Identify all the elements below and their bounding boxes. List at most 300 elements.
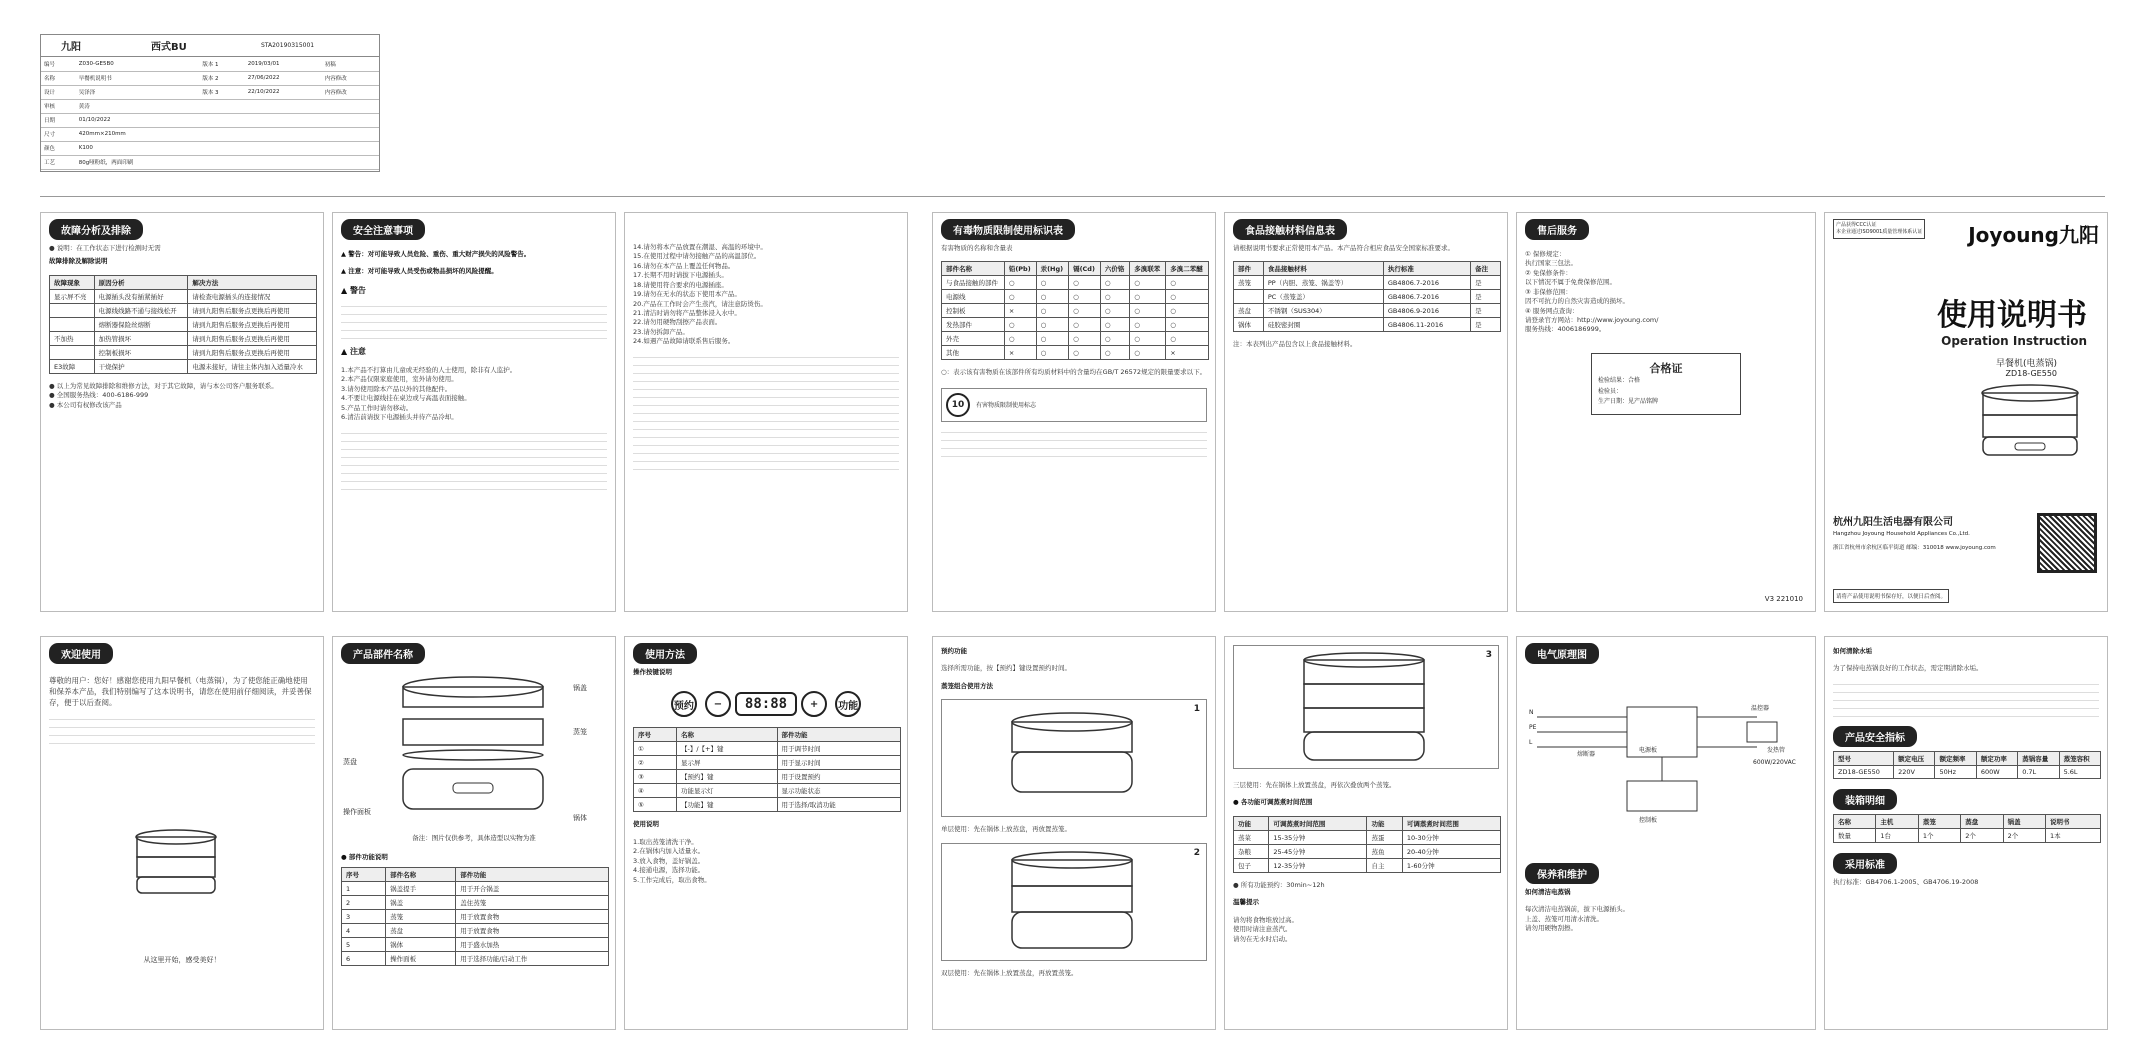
- table-row: [50, 359, 317, 373]
- table-cell: 锅盖提手: [386, 882, 456, 896]
- table-cell: 加热管损坏: [94, 331, 188, 345]
- step: 3.放入食物，盖好锅盖。: [633, 856, 705, 865]
- panel-tag: 故障分析及排除: [49, 219, 143, 240]
- table-cell: ○: [1166, 332, 1209, 346]
- table-header-cell: 名称: [1834, 814, 1876, 828]
- table-header-cell: 可调蒸煮时间范围: [1402, 816, 1500, 830]
- table-cell: 10-30分钟: [1402, 830, 1500, 844]
- table-cell: ○: [1069, 332, 1101, 346]
- panel-tag: 欢迎使用: [49, 643, 113, 664]
- table-cell: 0.7L: [2018, 765, 2059, 778]
- table-row: [634, 742, 901, 756]
- table-row: [41, 71, 379, 85]
- table-cell: 干烧保护: [94, 359, 188, 373]
- table-cell: 审核: [41, 99, 76, 113]
- table-cell: ○: [1036, 318, 1068, 332]
- step: 5.工作完成后，取出食物。: [633, 875, 711, 884]
- note-line: ● 全国服务热线：400-6186-999: [49, 391, 149, 400]
- company-cn: 杭州九阳生活电器有限公司: [1833, 517, 1953, 528]
- table-cell: 锅盖: [386, 896, 456, 910]
- table-cell: 内容修改: [322, 85, 379, 99]
- table-cell: 25-45分钟: [1269, 844, 1367, 858]
- panel-tag: 使用方法: [633, 643, 697, 664]
- table-cell: 吴泽泽: [76, 85, 200, 99]
- circuit-diagram: [1527, 677, 1807, 827]
- cert-line: 检验结果：合格: [1598, 376, 1641, 384]
- caption-2: 双层使用：先在锅体上放置蒸盘，再放置蒸笼。: [941, 968, 1078, 977]
- table-cell: [322, 141, 379, 155]
- table-cell: 蒸笼: [386, 910, 456, 924]
- table-cell: 6: [342, 952, 386, 966]
- table-cell: 220V: [1894, 765, 1935, 778]
- safety-item: 3.请勿使用除本产品以外的其他配件。: [341, 384, 452, 393]
- table-row: [634, 784, 901, 798]
- table-row: [41, 127, 379, 141]
- table-cell: 熔断器保险丝熔断: [94, 317, 188, 331]
- table-cell: 20-40分钟: [1402, 844, 1500, 858]
- cert-lines: [1598, 376, 1734, 408]
- diagram-num: 1: [1193, 704, 1200, 715]
- table-row: [1234, 304, 1501, 318]
- safety-item: 5.产品工作时请勿移动。: [341, 403, 413, 412]
- table-header-cell: 蒸笼: [1918, 814, 1960, 828]
- panel-parts: [332, 636, 616, 1030]
- diagram-3: [1233, 645, 1499, 769]
- table-header-cell: 序号: [634, 728, 677, 742]
- service-item: ② 免保修条件：: [1525, 268, 1572, 277]
- table-cell: 外壳: [942, 332, 1005, 346]
- table-header-cell: 镉(Cd): [1069, 262, 1101, 276]
- table-header-cell: 名称: [676, 728, 777, 742]
- table-header-cell: 部件名称: [386, 868, 456, 882]
- table-cell: 蒸鱼: [1367, 844, 1402, 858]
- table-row: [634, 770, 901, 784]
- table-header-cell: 额定频率: [1935, 751, 1976, 765]
- table-cell: [199, 141, 244, 155]
- table-cell: 电源未接好，请往主体内加入适量冷水: [188, 359, 317, 373]
- table-cell: 版本 3: [199, 85, 244, 99]
- brand-logo: Joyoung九阳: [1968, 223, 2099, 247]
- table-cell: 用于选择/取消功能: [777, 798, 900, 812]
- text-lines: [341, 429, 607, 490]
- table-cell: [199, 113, 244, 127]
- circuit-label: 熔断器: [1577, 751, 1596, 758]
- table-header-cell: 主机: [1876, 814, 1918, 828]
- table-cell: 用于开合锅盖: [456, 882, 609, 896]
- table-cell: 黄涛: [76, 99, 200, 113]
- table-header-cell: 执行标准: [1383, 262, 1470, 276]
- note: 注：本表列出产品包含以上食品接触材料。: [1233, 340, 1357, 349]
- table-cell: 用于调节时间: [777, 742, 900, 756]
- table-row: [342, 938, 609, 952]
- table-cell: 数量: [1834, 828, 1876, 842]
- spec-header-box: [40, 34, 380, 172]
- tips: [1225, 912, 1507, 948]
- table-row: [342, 952, 609, 966]
- table-cell: 请到九阳售后服务点更换后再使用: [188, 303, 317, 317]
- table-cell: 其他: [942, 346, 1005, 360]
- table-cell: 12-35分钟: [1269, 858, 1367, 872]
- table-cell: 【预约】键: [676, 770, 777, 784]
- table-row: [1234, 290, 1501, 304]
- part-label: 蒸盘: [343, 758, 357, 766]
- table-cell: 不加热: [50, 331, 95, 345]
- plus-button: +: [801, 691, 827, 717]
- panel-combos: [932, 636, 1216, 1030]
- panel-usage: [624, 636, 908, 1030]
- caption-1: 单层使用：先在锅体上放蒸盘，再放置蒸笼。: [941, 825, 1071, 834]
- table-cell: 50Hz: [1935, 765, 1976, 778]
- std: 执行标准：GB4706.1-2005、GB4706.19-2008: [1833, 877, 1979, 886]
- tag-pack: 装箱明细: [1833, 789, 1897, 810]
- table-cell: 15-35分钟: [1269, 830, 1367, 844]
- panel-hazardous: [932, 212, 1216, 612]
- table-cell: 锅体: [386, 938, 456, 952]
- version: V3 221010: [1764, 595, 1803, 603]
- recycle-icon: 10: [946, 393, 970, 417]
- panel-troubleshooting: [40, 212, 324, 612]
- table-cell: 4: [342, 924, 386, 938]
- table-cell: 颜色: [41, 141, 76, 155]
- intro-text: ● 说明：在工作状态下进行检测时无需: [49, 244, 161, 252]
- safety-item: 17.长期不用时请拔下电源插头。: [633, 271, 728, 280]
- sub: 如何清除水垢: [1833, 647, 1872, 655]
- table-header-cell: 额定电压: [1894, 751, 1935, 765]
- table-cell: 盖住蒸笼: [456, 896, 609, 910]
- cert-line: 检验员：: [1598, 387, 1623, 395]
- table-cell: ○: [1130, 346, 1166, 360]
- table-cell: 请到九阳售后服务点更换后再使用: [188, 345, 317, 359]
- subtitle: 故障排除及解除说明: [49, 257, 108, 266]
- sub: 操作按键说明: [633, 668, 672, 676]
- step: 2.在锅体内加入适量水。: [633, 847, 705, 856]
- table-cell: 420mm×210mm: [76, 127, 200, 141]
- step: 4.接通电源，选择功能。: [633, 866, 705, 875]
- safety-item: 2.本产品仅限家庭使用，室外请勿使用。: [341, 375, 458, 384]
- table-cell: 请检查电源插头的连接情况: [188, 289, 317, 303]
- table-cell: 电源线线路不通与接线松开: [94, 303, 188, 317]
- table-cell: 发热部件: [942, 318, 1005, 332]
- table-header-cell: 解决方法: [188, 275, 317, 289]
- panel-tag: 食品接触材料信息表: [1233, 219, 1347, 240]
- safety-item: 4.不要让电源线挂在桌边或与高温表面接触。: [341, 394, 471, 403]
- table-cell: 功能显示灯: [676, 784, 777, 798]
- table-cell: ①: [634, 742, 677, 756]
- table-cell: 是: [1471, 290, 1501, 304]
- table-header-cell: 铅(Pb): [1004, 262, 1036, 276]
- steps: [625, 834, 907, 889]
- table-cell: GB4806.7-2016: [1383, 276, 1470, 290]
- circuit-label: L: [1529, 739, 1533, 746]
- table-cell: 蒸菜: [1234, 830, 1269, 844]
- tips: [1517, 901, 1815, 937]
- table-cell: PC（蒸笼盖）: [1263, 290, 1383, 304]
- table-cell: 版本 1: [199, 57, 244, 71]
- table-cell: 600W: [1976, 765, 2017, 778]
- safety-item: 15.在使用过程中请勿接触产品的高温部位。: [633, 252, 761, 261]
- warning-line: ▲ 警告：对可能导致人员危险、重伤、重大财产损失的风险警告。: [341, 250, 531, 258]
- panel-tag: 电气原理图: [1525, 643, 1599, 664]
- table-cell: 硅胶密封圈: [1263, 318, 1383, 332]
- sub2: 温馨提示: [1233, 898, 1259, 907]
- text: 为了保持电蒸锅良好的工作状态，需定期清除水垢。: [1833, 664, 1983, 673]
- table-cell: 显示屏不亮: [50, 289, 95, 303]
- table-cell: 用于放置食物: [456, 924, 609, 938]
- table-row: [634, 756, 901, 770]
- table-cell: ○: [1166, 276, 1209, 290]
- pack-table: [1833, 814, 2101, 843]
- table-row: [634, 798, 901, 812]
- table-cell: 设计: [41, 85, 76, 99]
- warning-head: ▲ 警告: [341, 285, 366, 295]
- title-en: Operation Instruction: [1941, 334, 2087, 348]
- table-cell: ○: [1130, 332, 1166, 346]
- safety-items: [333, 362, 615, 427]
- table-cell: 初稿: [322, 57, 379, 71]
- spec-table: [1833, 751, 2101, 779]
- table-header-cell: 锅盖: [2003, 814, 2045, 828]
- table-row: [50, 331, 317, 345]
- note-line: ● 本公司有权修改该产品: [49, 400, 122, 409]
- panel-tag: 有毒物质限制使用标识表: [941, 219, 1075, 240]
- table-cell: 22/10/2022: [245, 85, 322, 99]
- table-row: [41, 57, 379, 71]
- table-cell: 与食品接触的部件: [942, 276, 1005, 290]
- table-header-cell: 蒸锅容量: [2018, 751, 2059, 765]
- table-cell: 尺寸: [41, 127, 76, 141]
- table-cell: GB4806.7-2016: [1383, 290, 1470, 304]
- times-table: [1233, 816, 1501, 873]
- circuit-label: 发热管: [1767, 747, 1786, 754]
- service-item: ④ 服务网点查询：: [1525, 306, 1579, 315]
- table-row: [50, 303, 317, 317]
- cert-line: 生产日期：见产品铭牌: [1598, 398, 1659, 406]
- model-no: ZD18-GE550: [2005, 369, 2057, 378]
- caution-line: ▲ 注意：对可能导致人员受伤或物品损坏的风险提醒。: [341, 267, 498, 276]
- circuit-label: 控制板: [1639, 817, 1658, 824]
- company-en: Hangzhou Joyoung Household Appliances Co.,Ltd.: [1833, 531, 1970, 537]
- table-cell: 用于选择功能/启动工作: [456, 952, 609, 966]
- safety-item: 23.请勿拆卸产品。: [633, 327, 689, 336]
- cert-badge: [1833, 219, 1925, 239]
- table-cell: 工艺: [41, 155, 76, 169]
- panel-safety-cont: [624, 212, 908, 612]
- service-item: 执行国家三包法。: [1525, 259, 1577, 268]
- table-cell: 2个: [2003, 828, 2045, 842]
- table-header-cell: 多溴联苯: [1130, 262, 1166, 276]
- table-header-cell: 多溴二苯醚: [1166, 262, 1209, 276]
- table-cell: 请到九阳售后服务点更换后再使用: [188, 317, 317, 331]
- table-row: [942, 290, 1209, 304]
- table-cell: ○: [1004, 276, 1036, 290]
- table-header-row: [1834, 814, 2101, 828]
- text-lines: [941, 428, 1207, 457]
- table-cell: ○: [1166, 304, 1209, 318]
- table-header-cell: 部件功能: [456, 868, 609, 882]
- table-cell: 操作面板: [386, 952, 456, 966]
- panel-times: [1224, 636, 1508, 1030]
- table-cell: [322, 113, 379, 127]
- minus-button: −: [705, 691, 731, 717]
- table-cell: [199, 127, 244, 141]
- table-cell: 编号: [41, 57, 76, 71]
- table-cell: 显示屏: [676, 756, 777, 770]
- table-cell: [322, 99, 379, 113]
- text: 选择所需功能，按【预约】键设置预约时间。: [941, 664, 1071, 673]
- table-cell: 锅体: [1234, 318, 1264, 332]
- table-cell: ZD18-GE550: [1834, 765, 1894, 778]
- table-header-row: [1834, 751, 2101, 765]
- text-lines: [1833, 680, 2099, 717]
- table-cell: ○: [1100, 318, 1129, 332]
- table-cell: ○: [1100, 290, 1129, 304]
- sub2: 蒸笼组合使用方法: [941, 681, 993, 690]
- table-header-cell: 汞(Hg): [1036, 262, 1068, 276]
- table-header-cell: 功能: [1367, 816, 1402, 830]
- safety-item: 18.请使用符合要求的电源插座。: [633, 280, 728, 289]
- table-header-cell: 食品接触材料: [1263, 262, 1383, 276]
- header-bu: 西式BU: [151, 42, 187, 53]
- table-cell: ○: [1130, 276, 1166, 290]
- steamer-illustration: [131, 827, 221, 897]
- safety-item: 20.产品在工作时会产生蒸汽，请注意防烫伤。: [633, 299, 767, 308]
- table-cell: [50, 345, 95, 359]
- service-item: 服务热线：4006186999。: [1525, 325, 1606, 334]
- table-cell: [245, 99, 322, 113]
- table-header-cell: 部件功能: [777, 728, 900, 742]
- caption-3: 三层使用：先在锅体上放置蒸盘，再依次叠放两个蒸笼。: [1233, 781, 1396, 789]
- panel-circuit: [1516, 636, 1816, 1030]
- table-header-cell: 部件: [1234, 262, 1264, 276]
- table-cell: GB4806.9-2016: [1383, 304, 1470, 318]
- service-item: ① 保修规定：: [1525, 250, 1566, 258]
- table-cell: ○: [1100, 346, 1129, 360]
- table-cell: 用于设置预约: [777, 770, 900, 784]
- table-cell: 蒸蛋: [1367, 830, 1402, 844]
- table-cell: [322, 155, 379, 169]
- certificate: [1591, 353, 1741, 415]
- table-header-row: [1234, 816, 1501, 830]
- table-cell: 包子: [1234, 858, 1269, 872]
- panel-food-contact: [1224, 212, 1508, 612]
- table-cell: 请到九阳售后服务点更换后再使用: [188, 331, 317, 345]
- table-row: [41, 155, 379, 169]
- table-cell: Z030-GE5B0: [76, 57, 200, 71]
- table-header-cell: 故障现象: [50, 275, 95, 289]
- panel-tag: 售后服务: [1525, 219, 1589, 240]
- circuit-label: N: [1529, 709, 1534, 716]
- part-label: 锅盖: [573, 684, 587, 692]
- text-lines: [341, 302, 607, 339]
- table-cell: 是: [1471, 318, 1501, 332]
- table-cell: ○: [1166, 318, 1209, 332]
- table-cell: ○: [1100, 332, 1129, 346]
- circuit-label: 温控器: [1751, 705, 1770, 712]
- table-cell: ○: [1100, 304, 1129, 318]
- table-cell: 自主: [1367, 858, 1402, 872]
- footer-note: 请将产品使用说明书保存好，以便日后查阅。: [1833, 589, 1949, 603]
- table-cell: [50, 317, 95, 331]
- table-header-cell: 六价铬: [1100, 262, 1129, 276]
- divider: [40, 196, 2105, 197]
- table-cell: 2019/03/01: [245, 57, 322, 71]
- table-cell: ○: [1069, 276, 1101, 290]
- table-cell: 用于盛水加热: [456, 938, 609, 952]
- table-row: [1234, 830, 1501, 844]
- table-cell: ③: [634, 770, 677, 784]
- table-row: [1234, 858, 1501, 872]
- table-cell: ○: [1036, 276, 1068, 290]
- steamer-3: [1294, 650, 1434, 765]
- tip: 使用时请注意蒸汽。: [1233, 925, 1292, 934]
- qr-code: [2037, 513, 2097, 573]
- safety-item: 22.请勿用硬物刮擦产品表面。: [633, 318, 722, 327]
- cert-title: 合格证: [1649, 361, 1683, 375]
- table-row: [342, 924, 609, 938]
- table-cell: 【-】/【+】键: [676, 742, 777, 756]
- circuit-label: 600W/220VAC: [1753, 759, 1796, 766]
- safety-item: 24.如遇产品故障请联系售后服务。: [633, 337, 735, 346]
- title-cn: 使用说明书: [1937, 298, 2087, 333]
- parts-table: [341, 867, 609, 966]
- table-row: [942, 346, 1209, 360]
- table-cell: ×: [1166, 346, 1209, 360]
- table-row: [41, 141, 379, 155]
- table-cell: ②: [634, 756, 677, 770]
- table-cell: ×: [1004, 304, 1036, 318]
- table-row: [942, 332, 1209, 346]
- table-cell: [1234, 290, 1264, 304]
- circuit-label: PE: [1529, 724, 1537, 731]
- table-cell: [50, 303, 95, 317]
- part-label: 锅体: [573, 814, 587, 822]
- table-row: [342, 910, 609, 924]
- table-cell: 内容修改: [322, 71, 379, 85]
- part-label: 蒸笼: [573, 728, 587, 736]
- diagram-num: 3: [1485, 650, 1492, 660]
- note-head: ▲ 注意: [341, 347, 366, 357]
- table-cell: 3: [342, 910, 386, 924]
- panel-specs: [1824, 636, 2108, 1030]
- buttons-table: [633, 727, 901, 812]
- table-cell: [245, 127, 322, 141]
- panel-tag: 安全注意事项: [341, 219, 425, 240]
- service-item: 请登录官方网站：http://www.joyoung.com/: [1525, 315, 1659, 324]
- table-cell: ○: [1036, 346, 1068, 360]
- tag-std: 采用标准: [1833, 853, 1897, 874]
- note: ○：表示该有害物质在该部件所有均质材料中的含量均在GB/T 26572规定的限量要求以下。: [941, 368, 1207, 377]
- table-cell: 是: [1471, 276, 1501, 290]
- table-cell: ○: [1004, 332, 1036, 346]
- table-row: [50, 345, 317, 359]
- table-cell: E3故障: [50, 359, 95, 373]
- table-cell: 版本 2: [199, 71, 244, 85]
- table-cell: 杂粮: [1234, 844, 1269, 858]
- table-cell: 80g哑粉纸，两面印刷: [76, 155, 200, 169]
- table-cell: ○: [1004, 290, 1036, 304]
- step: 1.取出蒸笼清洗干净。: [633, 837, 698, 846]
- function-button: 功能: [835, 691, 861, 717]
- steamer-illustration: [1975, 381, 2085, 461]
- table-cell: ○: [1166, 290, 1209, 304]
- sub: ● 部件功能说明: [341, 853, 388, 861]
- header-table: [41, 57, 379, 170]
- table-cell: 2: [342, 896, 386, 910]
- note: ● 所有功能预约：30min~12h: [1233, 880, 1325, 889]
- food-table: [1233, 261, 1501, 332]
- trouble-table: [49, 275, 317, 374]
- table-header-row: [634, 728, 901, 742]
